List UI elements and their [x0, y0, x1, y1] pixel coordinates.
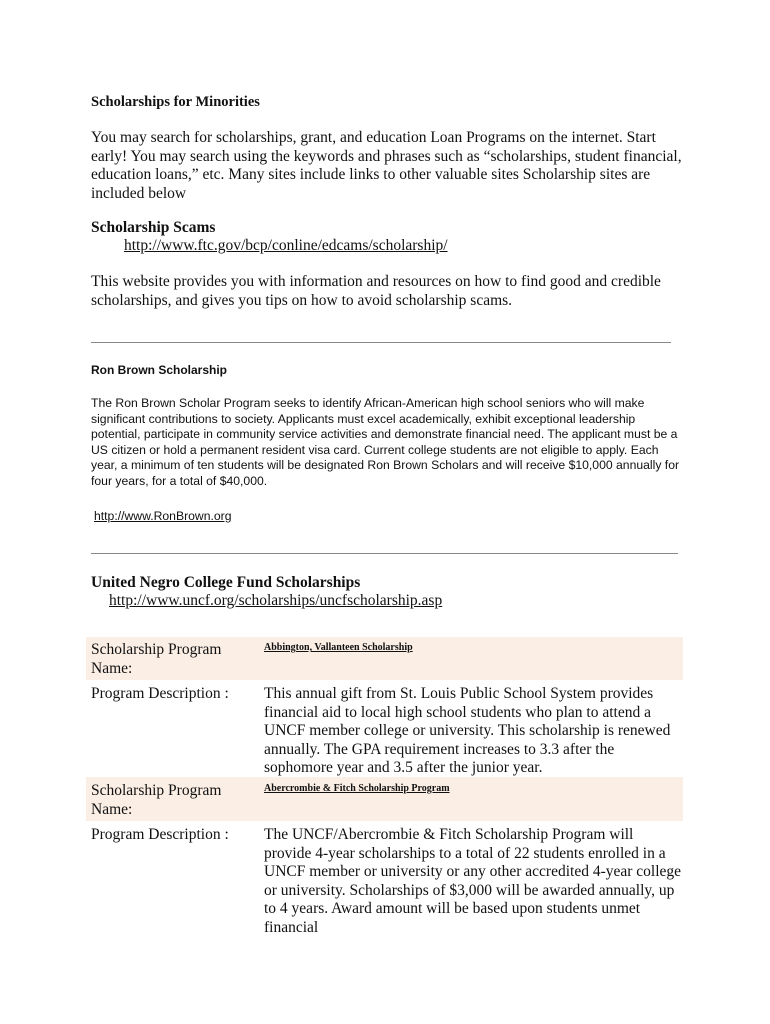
program-description-label: Program Description :: [91, 826, 229, 843]
program-name-label: Scholarship Program Name:: [91, 641, 222, 677]
page-title: Scholarships for Minorities: [91, 94, 260, 110]
program-name-label: Scholarship Program Name:: [91, 782, 222, 818]
ron-brown-heading: Ron Brown Scholarship: [91, 363, 228, 377]
program-name-link[interactable]: Abercrombie & Fitch Scholarship Program: [264, 783, 450, 794]
divider: [91, 553, 678, 554]
intro-paragraph: You may search for scholarships, grant, and education Loan Programs on the internet. Start early! You may search using the keywords and phrases such as “scholarships, student financial, education loans,” etc. Many sites include links to other valuable sites Scholarship sites are included below: [91, 129, 682, 202]
program-name-link[interactable]: Abbington, Vallanteen Scholarship: [264, 642, 413, 653]
scams-description: This website provides you with information and resources on how to find good and credible scholarships, and gives you tips on how to avoid scholarship scams.: [91, 273, 661, 309]
program-description-label: Program Description :: [91, 685, 229, 702]
ron-brown-link[interactable]: http://www.RonBrown.org: [94, 509, 232, 523]
ron-brown-description: The Ron Brown Scholar Program seeks to identify African-American high school seniors who will make significant contributions to society. Applicants must excel academically, exhibit exceptional leadership potential, participate in community service activities and demonstrate financial need. The applicant must be a US citizen or hold a permanent resident visa card. Current college students are not eligible to apply. Each year, a minimum of ten students will be designated Ron Brown Scholars and will receive $10,000 annually for four years, for a total of $40,000.: [91, 396, 680, 488]
divider: [91, 342, 671, 343]
scams-heading: Scholarship Scams: [91, 219, 216, 236]
uncf-link[interactable]: http://www.uncf.org/scholarships/uncfscholarship.asp: [109, 592, 443, 609]
program-description: This annual gift from St. Louis Public School System provides financial aid to local high school students who plan to attend a UNCF member college or university. This scholarship is renewed annually. The GPA requirement increases to 3.3 after the sophomore year and 3.5 after the junior year.: [264, 685, 671, 776]
uncf-heading: United Negro College Fund Scholarships: [91, 574, 361, 591]
program-description: The UNCF/Abercrombie & Fitch Scholarship Program will provide 4-year scholarships to a total of 22 students enrolled in a UNCF member or university or any other accredited 4-year college or university. Scholarships of $3,000 will be awarded annually, up to 4 years. Award amount will be based upon students unmet financial: [264, 826, 682, 936]
scams-link[interactable]: http://www.ftc.gov/bcp/conline/edcams/scholarship/: [124, 237, 448, 254]
